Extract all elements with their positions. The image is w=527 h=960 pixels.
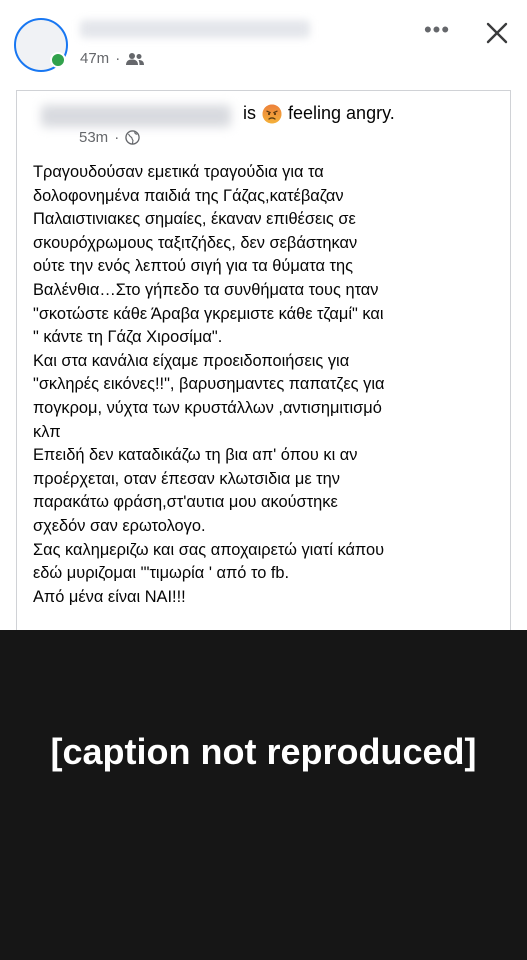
post-time[interactable]: 47m (80, 50, 110, 67)
post-body-line: Επειδή δεν καταδικάζω τη βια απ' όπου κι αν (33, 446, 358, 465)
online-status-dot (50, 52, 66, 68)
overlay-caption (0, 727, 527, 777)
post-body-line: προέρχεται, οταν έπεσαν κλωτσιδια με την (33, 469, 340, 488)
shared-author-redacted[interactable] (41, 105, 231, 127)
post-body-text (33, 161, 503, 609)
feeling-text: feeling angry. (288, 103, 395, 123)
story-text-overlay (0, 630, 527, 960)
close-button[interactable] (480, 16, 514, 50)
outer-post-header (0, 0, 527, 80)
post-body-line: παρακάτω φράση,στ'αυτια μου ακούστηκε (33, 493, 338, 512)
post-body-line: Σας καλημεριζω και σας αποχαιρετώ γιατί κάπου (33, 540, 385, 559)
post-body-line: Βαλένθια…Στο γήπεδο τα συνθήματα τους ηταν (33, 280, 379, 299)
author-name-redacted[interactable] (80, 20, 310, 38)
avatar[interactable] (14, 18, 68, 72)
angry-face-emoji-icon (262, 104, 282, 124)
more-dots-icon: ••• (423, 17, 451, 42)
post-body-line: "σκληρές εικόνες!!", βαρυσημαντες παπατζες για (33, 375, 385, 394)
outer-post-meta: 47m · (80, 50, 144, 67)
more-options-button[interactable] (420, 18, 454, 46)
close-icon (480, 16, 514, 50)
post-body-line: πογκρομ, νύχτα των κρυστάλλων ,αντισημιτισμό (33, 398, 382, 417)
feeling-prefix: is (243, 103, 256, 123)
post-body-line: Παλαιστινιακες σημαίες, έκαναν επιθέσεις σε (33, 210, 356, 229)
post-body-line: εδώ μυριζομαι '"τιμωρία ' από το fb. (33, 564, 290, 583)
shared-post-meta: 53m · (79, 129, 140, 146)
post-body-line: ούτε την ενός λεπτού σιγή για τα θύματα της (33, 257, 354, 276)
post-body-line: Από μένα είναι ΝΑΙ!!! (33, 587, 186, 606)
caption-line: [caption not reproduced] (50, 731, 477, 772)
globe-icon (125, 130, 140, 145)
post-body-line: κλπ (33, 422, 61, 441)
shared-post-card[interactable] (16, 90, 511, 630)
shared-post-time[interactable]: 53m (79, 129, 109, 146)
post-body-line: δολοφονημένα παιδιά της Γάζας,κατέβαζαν (33, 186, 344, 205)
post-body-line: Και στα κανάλια είχαμε προειδοποιήσεις για (33, 351, 350, 370)
post-body-line: Τραγουδούσαν εμετικά τραγούδια για τα (33, 163, 324, 181)
post-body-line: σκουρόχρωμους ταξιτζήδες, δεν σεβάστηκαν (33, 233, 358, 252)
feeling-status (243, 103, 395, 124)
friends-icon (126, 52, 144, 66)
post-body-line: "σκοτώστε κάθε Άραβα γκρεμιστε κάθε τζαμί" και (33, 304, 384, 323)
post-body-line: σχεδόν σαν ερωτολογο. (33, 516, 206, 535)
post-body-line: " κάντε τη Γάζα Χιροσίμα". (33, 328, 223, 347)
